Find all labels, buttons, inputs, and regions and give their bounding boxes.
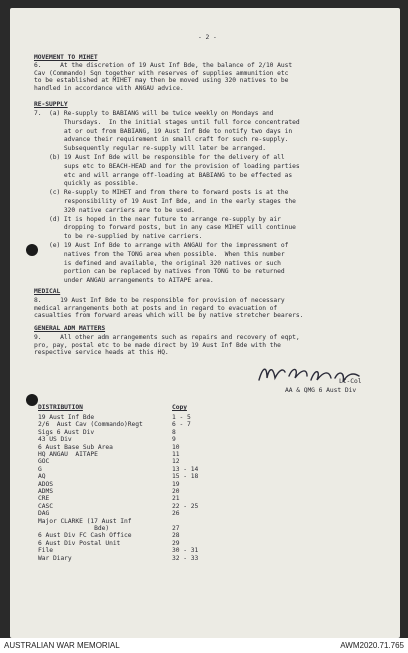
distribution-copy-number: 29 [172, 539, 180, 547]
distribution-copy-number: 11 [172, 451, 180, 458]
distribution-recipient: Bde) [38, 525, 110, 532]
section-heading-medical: MEDICAL [34, 288, 61, 295]
distribution-copy-number: 15 - 18 [172, 473, 199, 481]
distribution-recipient: DAG [38, 510, 50, 518]
distribution-copy-number: 21 [172, 495, 180, 503]
distribution-recipient: AQ [38, 473, 46, 481]
text-line: casualties from forward areas which will be by native stretcher bearers. [34, 312, 304, 320]
distribution-copy-number: 6 - 7 [172, 421, 191, 429]
text-line: respective service heads at this HQ. [34, 349, 169, 357]
text-line: advance their requirement in small craft for such re-supply. [34, 136, 289, 144]
text-line: (e) 19 Aust Inf Bde to arrange with ANGAU for the impressment of [34, 242, 289, 249]
distribution-copy-number: 9 [172, 436, 176, 444]
distribution-copy-number: 1 - 5 [172, 414, 191, 421]
punch-hole-bottom [26, 394, 38, 406]
text-line: is defined and available, the original 320 natives or such [34, 259, 281, 267]
distribution-copy-number: 28 [172, 532, 180, 540]
text-line: portion can be replaced by natives from TONG to be returned [34, 268, 285, 276]
section-heading-movement: MOVEMENT TO MIHET [34, 54, 98, 61]
distribution-recipient: G [38, 465, 42, 473]
distribution-recipient: 6 Aust Div FC Cash Office [38, 532, 132, 540]
distribution-recipient: CRE [38, 495, 50, 503]
text-line: Thursdays. In the initial stages until full force concentrated [34, 118, 300, 126]
text-line: sups etc to BEACH-HEAD and for the provision of loading parties [34, 162, 300, 170]
signatory-title: AA & QMG 6 Aust Div [285, 387, 357, 394]
distribution-recipient: File [38, 547, 53, 555]
copy-heading: Copy [172, 404, 187, 411]
text-line: 320 native carriers are to be used. [34, 206, 195, 214]
distribution-recipient: GOC [38, 458, 50, 466]
text-line: (c) Re-supply to MIHET and from there to forward posts is at the [34, 189, 289, 197]
text-line: pro, pay, postal etc to be made direct by 19 Aust Inf Bde with the [34, 341, 281, 349]
distribution-copy-number: 27 [172, 525, 180, 532]
distribution-copy-number: 13 - 14 [172, 465, 199, 473]
distribution-copy-number: 22 - 25 [172, 502, 199, 510]
distribution-recipient: 6 Aust Div Postal Unit [38, 539, 121, 547]
page-number: - 2 - [198, 34, 217, 41]
text-line: at or out from BABIANG, 19 Aust Inf Bde to notify two days in [34, 127, 293, 135]
text-line: under ANGAU arrangements to AITAPE area. [34, 277, 214, 285]
text-line: (d) It is hoped in the near future to arrange re-supply by air [34, 215, 281, 223]
distribution-copy-number: 19 [172, 480, 180, 488]
distribution-recipient: 6 Aust Base Sub Area [38, 443, 113, 451]
text-line: responsibility of 19 Aust Inf Bde, and in the early stages the [34, 198, 296, 205]
text-line: Cav (Commando) Sqn together with reserves of supplies ammunition etc [34, 69, 289, 77]
signatory-rank: Lt-Col [339, 378, 362, 385]
text-line: medical arrangements both at posts and in regard to evacuation of [34, 304, 278, 312]
distribution-copy-number: 20 [172, 488, 180, 495]
distribution-recipient: Sigs 6 Aust Div [38, 428, 95, 436]
text-line: natives from the TONG area when possible. When this number [34, 250, 285, 258]
text-line: etc and will arrange off-loading at BABIANG to be effected as [34, 171, 293, 179]
distribution-copy-number: 32 - 33 [172, 554, 199, 562]
distribution-recipient: ADMS [38, 488, 53, 495]
text-line: Subsequently regular re-supply will later be arranged. [34, 145, 266, 153]
distribution-recipient: HQ ANGAU AITAPE [38, 451, 98, 458]
distribution-recipient: 43 US Div [38, 436, 72, 444]
text-line: 8. 19 Aust Inf Bde to be responsible for provision of necessary [34, 297, 285, 304]
distribution-copy-number: 8 [172, 428, 176, 436]
distribution-copy-number: 12 [172, 458, 180, 466]
footer-institution: AUSTRALIAN WAR MEMORIAL [4, 641, 120, 650]
text-line: dropping to forward posts, but in any case MIHET will continue [34, 224, 296, 232]
footer-accession-number: AWM2020.71.765 [340, 641, 404, 650]
distribution-copy-number: 10 [172, 443, 180, 451]
text-line: 9. All other adm arrangements such as repairs and recovery of eqpt, [34, 334, 300, 341]
distribution-recipient: Major CLARKE (17 Aust Inf [38, 517, 132, 525]
section-heading-general-adm: GENERAL ADM MATTERS [34, 325, 106, 332]
distribution-recipient: CASC [38, 502, 53, 510]
text-line: quickly as possible. [34, 180, 139, 188]
text-line: 7. (a) Re-supply to BABIANG will be twice weekly on Mondays and [34, 110, 274, 117]
section-heading-resupply: RE-SUPPLY [34, 101, 68, 108]
distribution-recipient: 2/6 Aust Cav (Commando)Regt [38, 421, 143, 429]
distribution-recipient: 19 Aust Inf Bde [38, 414, 95, 421]
distribution-recipient: ADOS [38, 480, 53, 488]
distribution-copy-number: 30 - 31 [172, 547, 199, 555]
text-line: 6. At the discretion of 19 Aust Inf Bde, the balance of 2/10 Aust [34, 62, 293, 69]
distribution-copy-number: 26 [172, 510, 180, 518]
distribution-heading: DISTRIBUTION [38, 404, 83, 411]
archive-footer [0, 638, 408, 653]
text-line: to be established at MIHET may then be moved using 320 natives to be [34, 77, 289, 84]
text-line: handled in accordance with ANGAU advice. [34, 84, 184, 92]
text-line: (b) 19 Aust Inf Bde will be responsible for the delivery of all [34, 154, 285, 161]
distribution-recipient: War Diary [38, 554, 72, 562]
text-line: to be re-supplied by native carriers. [34, 233, 203, 241]
